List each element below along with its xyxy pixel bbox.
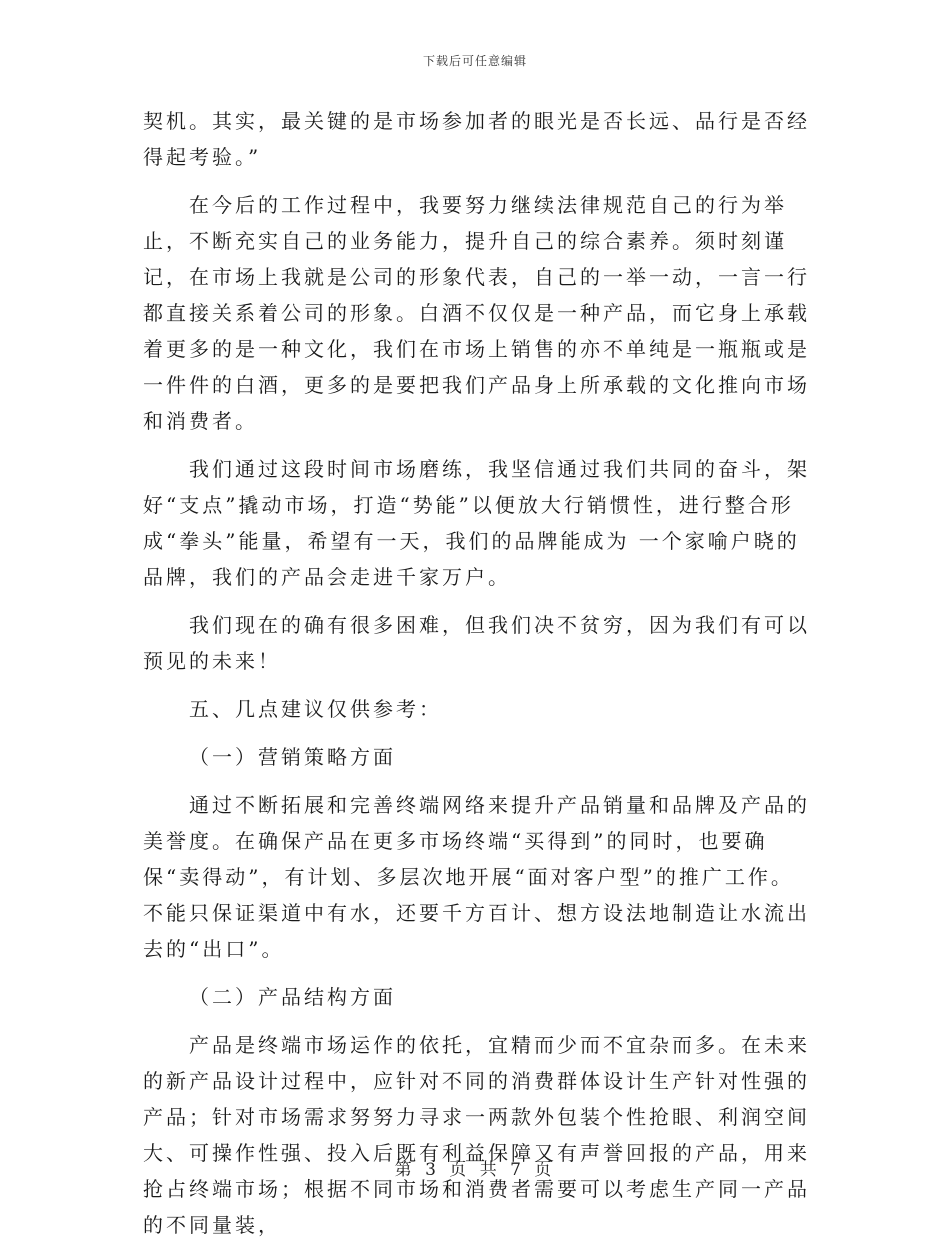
paragraph-future-work: 在今后的工作过程中，我要努力继续法律规范自己的行为举止，不断充实自己的业务能力，提升自己的综合素养。须时刻谨记，在市场上我就是公司的形象代表，自己的一举一动，一言一行都直接关系着公司的形象。白酒不仅仅是一种产品，而它身上承载着更多的是一种文化，我们在市场上销售的亦不单纯是一瓶瓶或是一件件的白酒，更多的是要把我们产品身上所承载的文化推向市场和消费者。 xyxy=(143,193,810,433)
paragraph-product-structure: 产品是终端市场运作的依托，宜精而少而不宜杂而多。在未来的新产品设计过程中，应针对不同的消费群体设计生产针对性强的产品；针对市场需求努努力寻求一两款外包装个性抢眼、利润空间大、可操作性强、投入后既有利益保障又有声誉回报的产品，用来抢占终端市场；根据不同市场和消费者需要可以考虑生产同一产品的不同量装， xyxy=(143,1033,810,1237)
paragraph-continuation: 契机。其实，最关键的是市场参加者的眼光是否长远、品行是否经得起考验。” xyxy=(143,109,810,169)
paragraph-marketing-strategy: 通过不断拓展和完善终端网络来提升产品销量和品牌及产品的美誉度。在确保产品在更多市场终端“买得到”的同时，也要确保“卖得动”，有计划、多层次地开展“面对客户型”的推广工作。不能只保证渠道中有水，还要千方百计、想方设法地制造让水流出去的“出口”。 xyxy=(143,793,810,961)
subsection-heading-marketing: （一）营销策略方面 xyxy=(189,745,396,769)
paragraph-market-training: 我们通过这段时间市场磨练，我坚信通过我们共同的奋斗，架好“支点”撬动市场，打造“势能”以便放大行销惯性，进行整合形成“拳头”能量，希望有一天，我们的品牌能成为 一个家喻户晓的品牌，我们的产品会走进千家万户。 xyxy=(143,457,810,589)
page-number-footer: 第 3 页 共 7 页 xyxy=(394,1160,556,1180)
paragraph-future-outlook: 我们现在的确有很多困难，但我们决不贫穷，因为我们有可以预见的未来！ xyxy=(143,613,810,673)
document-body xyxy=(143,103,815,1255)
page-header: 下载后可任意编辑 xyxy=(422,54,527,68)
section-heading-suggestions: 五、几点建议仅供参考： xyxy=(189,697,442,721)
subsection-heading-product-structure: （二）产品结构方面 xyxy=(189,985,396,1009)
